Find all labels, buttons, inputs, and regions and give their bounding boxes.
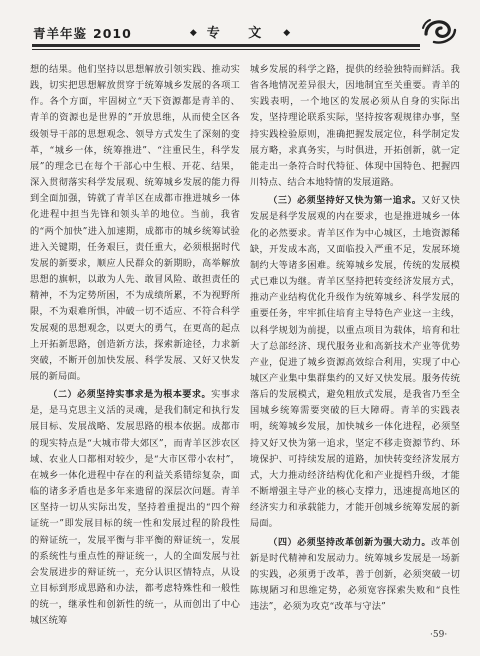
body-paragraph: 实事求是，是马克思主义活的灵魂，是我们制定和执行发展目标、发展战略、发展思路的根本依据。成都市的现实特点是“大城市带大郊区”，而青羊区涉农区域、农业人口都相对较少，是“大市区带小农村”，在城乡一体化进程中存在的利益关系错综复杂，面临的诸多矛盾也是多年来遗留的深层次问题。青羊区坚持一切从实际出发，坚持着重提出的“四个辩证统一”即发展目标的统一性和发展过程的阶段性的辩证统一，发展平衡与非平衡的辩证统一，发展的系统性与重点性的辩证统一，人的全面发展与社会发展进步的辩证统一，充分认识区情特点，从设立目标到形成思路和办法，都考虑特殊性和一般性的统一，继承性和创新性的统一，从而创出了中心城区统筹 (30, 389, 240, 627)
body-paragraph: 城乡发展的科学之路，提供的经验独特而鲜活。我省各地情况差异很大，因地制宜至关重要。青羊的实践表明，一个地区的发展必须从自身的实际出发，坚持理论联系实际，坚持按客观规律办事，坚持实践检验原则，准确把握发展定位，科学制定发展方略，求真务实，与时俱进，开拓创新，就一定能走出一条符合时代特征、体现中国特色、把握四川特点、结合本地特情的发展道路。 (250, 64, 460, 189)
yearbook-year: 2010 (93, 26, 132, 41)
body-paragraph: 想的结果。他们坚持以思想解放引领实践、推动实践，切实把思想解放贯穿于统筹城乡发展的各项工作。各个方面，牢固树立“天下资源都是青羊的、青羊的资源也是世界的”开放思维，从而使全区各级领导干部的思想观念、领导方式发生了深刻的变革，“城乡一体，统筹推进”、“注重民生，科学发展”的理念已在每个干部心中生根、开花、结果，深入贯彻落实科学发展观、统筹城乡发展的能力得到全面加强，铸就了青羊区在成都市推进城乡一体化进程中担当先锋和领头羊的地位。当前，我省的“两个加快”进入加速期，成都市的城乡统筹试验进入关键期，任务艰巨，责任重大，必须根据时代发展的新要求，顺应人民群众的新期盼，高举解放思想的旗帜，以敢为人先、敢冒风险、敢担责任的精神，不为定势所困，不为成绩所累，不为视野所限，不为艰难所惧，冲破一切不适应、不符合科学发展观的思想观念，以更大的勇气，在更高的起点上开拓新思路，创造新方法，探索新途径，力求新突破，不断开创加快发展、科学发展、又好又快发展的新局面。 (30, 64, 240, 382)
swirl-logo-icon (420, 14, 458, 46)
section-title: 专 文 (206, 26, 274, 41)
section-paragraph-4 (250, 535, 460, 616)
right-column (250, 62, 460, 630)
diamond-icon: ◆ (283, 28, 291, 38)
section-label (0, 22, 480, 41)
body-paragraph: 改革创新是时代精神和发展动力。统筹城乡发展是一场新的实践，必须勇于改革，善于创新，必须突破一切陈规陋习和思维定势，必须宽容探索失败和“良性违法”，必须为攻克“改革与守法” (250, 536, 460, 613)
section-heading: （四）必须坚持改革创新为强大动力。 (268, 537, 432, 548)
page-number: ·59· (430, 630, 448, 640)
header-rule-thick (32, 44, 420, 47)
yearbook-name: 青羊年鉴 (33, 26, 88, 41)
left-column (30, 62, 240, 630)
body-paragraph: 又好又快发展是科学发展观的内在要求，也是推进城乡一体化的必然要求。青羊区作为中心城区，土地资源稀缺，开发成本高，又面临投入严重不足，发展环境制约大等诸多困难。统筹城乡发展，传统的发展模式已难以为继。青羊区坚持把转变经济发展方式，推动产业结构优化升级作为统筹城乡、科学发展的重要任务，牢牢抓住培育主导特色产业这一主线，以科学规划为前提，以重点项目为载体，培育和壮大了总部经济、现代服务业和高新技术产业等优势产业，促进了城乡资源高效综合利用，实现了中心城区产业集中集群集约的又好又快发展。服务传统落后的发展模式，避免粗放式发展，是我省乃至全国城乡统筹需要突破的巨大障碍。青羊的实践表明，统筹城乡发展，加快城乡一体化进程，必须坚持又好又快为第一追求，坚定不移走资源节约、环境保护、可持续发展的道路，加快转变经济发展方式，大力推动经济结构优化和产业提档升级，才能不断增强主导产业的核心支撑力，迅速提高地区的经济实力和承载能力，才能开创城乡统筹发展的新局面。 (250, 195, 460, 530)
section-paragraph-3 (250, 193, 460, 532)
header-rule-thin (32, 49, 420, 50)
section-heading: （三）必须坚持好又快为第一追求。 (268, 196, 422, 207)
page-header (0, 0, 480, 62)
section-paragraph-2 (30, 387, 240, 629)
section-heading: （二）必须坚持实事求是为根本要求。 (48, 390, 212, 401)
diamond-icon: ◆ (189, 28, 197, 38)
